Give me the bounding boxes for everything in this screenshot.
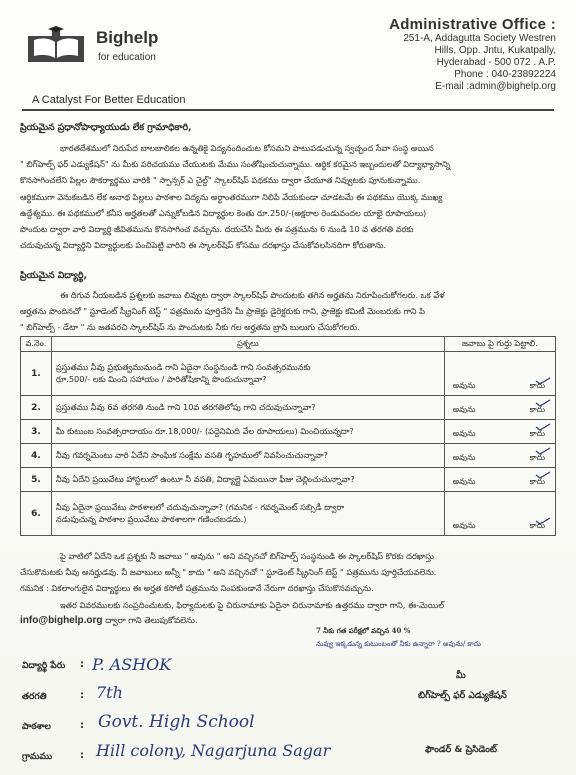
table-row xyxy=(21,492,556,536)
paragraph-footer xyxy=(20,548,552,613)
answer-yes[interactable]: అవును xyxy=(452,429,476,438)
text-line: పొందుట ద్వారా వారి విద్యార్థి జీవితమును కొనసాగించ వచ్చును. దయచేసి మీరు ఈ పత్రమును 6 నుండి 10 వ తరగతి వరకు xyxy=(20,224,414,235)
field-label-school: పాఠశాల xyxy=(22,722,51,732)
table-row xyxy=(21,444,556,468)
question-text: ప్రస్తుతము నీవు ప్రభుత్వమునుండి గాని ఏదైనా సంస్థనుండి గాని సంవత్సరమునకు xyxy=(55,361,311,372)
text-line: పై వాటిలో ఏదేని ఒక ప్రశ్నకు నీ జవాబు " అవును " అని వచ్చినచో బిగ్‌హెల్ప్ సంస్థనుండి ఈ స్కాలర్‌షిప్ కొరకు దరఖాస్తు xyxy=(60,551,434,561)
question-cell xyxy=(51,468,444,492)
table-row xyxy=(21,420,556,444)
text-line: గమనిక : వికలాంగులైన విద్యార్థులు ఈ అర్హత కసోటీ పత్రమును నింపకుండానే నేరుగా దరఖాస్తు చేసుకొనవచ్చును. xyxy=(20,583,374,594)
text-line: " బిగ్‌హెల్ప్ - డేటా " ను జతపరచి స్కాలర్‌షిప్ ను పొందుటకు నీకు గల అర్హతను బ్రాసి బులుగు చేసుకోగలరు. xyxy=(20,322,360,333)
question-text: మీ కుటుంబ సంవత్సరాదాయం రూ.18,000/- (పద్దెనిమిది వేల రూపాయలు) మించియున్నదా? xyxy=(55,425,354,436)
office-line: Hyderabad - 500 072 . A.P. xyxy=(436,57,556,68)
answer-cell[interactable] xyxy=(444,468,555,492)
answer-yes[interactable]: అవును xyxy=(452,381,476,390)
answer-cell[interactable] xyxy=(444,352,555,396)
field-value-class[interactable]: 7th xyxy=(96,683,123,702)
paragraph-intro xyxy=(20,140,552,253)
salutation-student: ప్రియమైన విద్యార్థి, xyxy=(20,270,87,281)
row-number: 6. xyxy=(21,492,52,536)
field-value-school[interactable]: Govt. High School xyxy=(98,712,255,732)
answer-no[interactable]: కాదు xyxy=(529,477,545,486)
signature-line: మీ xyxy=(456,670,466,681)
question-cell xyxy=(51,396,444,420)
row-number: 3. xyxy=(21,420,52,444)
text-line: చదువుచున్న విద్యార్థిని విద్యార్థులకు పంచిపెట్టి వారిని ఈ స్కాలర్‌షిప్ కోసము దరఖాస్తు చేసుకోవలసినదిగా కోరుతాను. xyxy=(20,240,387,251)
text-line: చేసుకొనుటకు నీవు అనర్హుడవు. నీ జవాబులు అన్నీ " కాదు " అని వచ్చినచో " స్టూడెంట్ స్క్రీనింగ్ టెస్ట్ " పత్రమును పూర్తిచేయవలెను. xyxy=(20,567,437,578)
question-text: నీవు గవర్నమెంటు వారి ఏదేని సాంఘిక సంక్షేమ వసతి గృహములో నివసించుచున్నావా? xyxy=(55,449,328,460)
checkmark-icon xyxy=(535,399,551,407)
answer-no[interactable]: కాదు xyxy=(529,453,545,462)
col-header-questions: ప్రశ్నలు xyxy=(51,337,444,352)
office-title: Administrative Office : xyxy=(389,16,556,33)
question-text: నీవు ఏదేని ప్రయివేటు హాస్టలులో ఉంటూ నీ వసతి, విద్యాల్లై ఏమయినా ఫీజు చెల్లించుచున్నావా? xyxy=(55,473,355,484)
question-text: నడుపుచున్న పాఠశాల ప్రయివేటు పాఠశాలగా గణించబడదు.) xyxy=(55,513,247,524)
question-text: నీవు ఏదైనా ప్రయివేటు పాఠశాలలో చదువుచున్నావా? (గమనిక - గవర్నమెంట్ సబ్సిడీ ద్వారా xyxy=(55,501,345,512)
checkmark-icon xyxy=(535,517,551,525)
field-label-name: విద్యార్థి పేరు xyxy=(22,661,66,671)
answer-no[interactable]: కాదు xyxy=(529,381,545,390)
question-cell xyxy=(51,444,444,468)
question-text: రూ.500/- లకు మించి సహాయం / పారితోషికాన్ని పొందుచున్నావా? xyxy=(55,373,267,384)
question-cell xyxy=(51,492,444,536)
handwritten-note: 7 నీకు గత పరీక్షలో వచ్చిన 40 % xyxy=(316,626,411,635)
office-line: 251-A, Addagutta Society Westren xyxy=(403,33,556,44)
eligibility-table xyxy=(20,336,556,536)
text-line: ఆర్థికముగా వెనుకబడిన లేక అనాథ పిల్లలు పాఠశాల విద్యను అర్థాంతరముగా నిలిపి వేయకుండా చూడటమే ఈ పథకము యొక్క ముఖ్య xyxy=(20,191,443,202)
text-line: భారతదేశములో నిరుపేద బాలబాలికల ఉన్నతికై విద్యనందించుట కోసమని పాటుపడుచున్న స్వచ్ఛంద సేవా సంస్థ అయిన xyxy=(60,143,434,153)
row-number: 5. xyxy=(21,468,52,492)
contact-line xyxy=(20,612,198,629)
answer-yes[interactable]: అవును xyxy=(452,521,476,530)
text-line: ఈ దిగువ నీయబడిన ప్రశ్నలకు జవాబు లివ్వుట ద్వారా స్కాలర్‌షిప్ పొందుటకు తగిన అర్హతను నిరూపించుకోగలరు. ఒక వేళ xyxy=(60,290,445,300)
colon: : xyxy=(80,720,84,731)
office-line: Hills, Opp. Jntu, Kukatpally, xyxy=(434,45,556,56)
contact-email[interactable]: info@bighelp.org xyxy=(20,615,103,626)
colon: : xyxy=(80,690,84,701)
answer-cell[interactable] xyxy=(444,396,555,420)
checkmark-icon xyxy=(535,447,551,455)
text-line: కొనసాగించలేని పిల్లల సౌకర్యార్థము వారికి " స్పాన్సర్ ఎ చైల్డ్" స్కాలర్‌షిప్ పథకము ద్వారా చేయూత నివ్వుటకు పూనుకున్నాము. xyxy=(20,175,421,186)
handwritten-note: నువ్వు ఇక్కడున్న కుటుంబంతో నీకు ఉన్నారా ? అవును/ కాదు xyxy=(316,640,481,648)
text-line: " బిగ్‌హెల్ప్ ఫర్ ఎడ్యుకేషన్" ను మీకు పరిచయము చేయుటకు మేము సంతోషించుచున్నాము. ఆర్థిక కరమైన ఇబ్బందులతో విద్యాభ్యాసాన్ని xyxy=(20,159,451,170)
table-header-row xyxy=(21,337,556,352)
answer-cell[interactable] xyxy=(444,492,555,536)
signature-title: ఫౌండర్ & ప్రెసిడెంట్ xyxy=(425,744,497,755)
answer-yes[interactable]: అవును xyxy=(452,477,476,486)
field-value-name[interactable]: P. ASHOK xyxy=(92,655,172,674)
field-value-village[interactable]: Hill colony, Nagarjuna Sagar xyxy=(96,741,331,760)
question-cell xyxy=(51,352,444,396)
question-text: ప్రస్తుతము నీవు 6వ తరగతి నుండి గాని 10వ తరగతిలోపు గాని చదువుచున్నావా? xyxy=(55,401,316,412)
question-cell xyxy=(51,420,444,444)
office-address xyxy=(389,16,556,93)
office-email: E-mail :admin@bighelp.org xyxy=(435,81,556,92)
checkmark-icon xyxy=(535,471,551,479)
signature-org: బిగ్‌హెల్ప్ ఫర్ ఎడ్యుకేషన్ xyxy=(418,690,507,701)
text-line: ఇతర వివరములకు సంప్రదించుటకు, ఫిర్యాదులకు పై చిరునామాకు ఏదైనా చిరునామాకు ఉత్తరము ద్వారా గాని, ఈ-మెయిల్ xyxy=(60,599,445,610)
table-row xyxy=(21,396,556,420)
office-phone: Phone : 040-23892224 xyxy=(454,69,556,80)
table-row xyxy=(21,468,556,492)
answer-no[interactable]: కాదు xyxy=(529,405,545,414)
answer-cell[interactable] xyxy=(444,420,555,444)
answer-yes[interactable]: అవును xyxy=(452,405,476,414)
header-divider xyxy=(22,109,554,111)
answer-cell[interactable] xyxy=(444,444,555,468)
row-number: 4. xyxy=(21,444,52,468)
checkmark-icon xyxy=(535,377,551,385)
row-number: 1. xyxy=(21,352,52,396)
row-number: 2. xyxy=(21,396,52,420)
answer-no[interactable]: కాదు xyxy=(529,521,545,530)
text-line: అర్హతను పొందినచో " స్టూడెంట్ స్క్రీనింగ్ టెస్ట్ " పత్రమును పూర్తిచేసి మీ ప్రాజెక్టు డైరెక్టరుకు గాని, ప్రాజెక్టు కమిటీ మెంబరుకు గాని పి xyxy=(20,306,425,317)
field-label-village: గ్రామము xyxy=(22,752,53,762)
answer-yes[interactable]: అవును xyxy=(452,453,476,462)
colon: : xyxy=(80,750,84,761)
checkmark-icon xyxy=(535,423,551,431)
tagline: A Catalyst For Better Education xyxy=(32,94,186,106)
brand-subtitle: for education xyxy=(98,52,156,63)
paragraph-student xyxy=(20,287,552,336)
field-label-class: తరగతి xyxy=(22,692,47,702)
col-header-number: వ.నెం. xyxy=(21,337,52,352)
bighelp-logo-icon xyxy=(26,26,86,64)
colon: : xyxy=(80,659,84,670)
col-header-answer: జవాబు పై గుర్తు పెట్టాలి. xyxy=(444,337,555,352)
contact-text: ద్వారా గాని తెలుపుకోవలెను. xyxy=(105,615,198,625)
salutation-headmaster: ప్రియమైన ప్రధానోపాధ్యాయుడు లేక గ్రామాధికారి, xyxy=(20,122,192,133)
text-line: ఉద్దేశ్యము. ఈ పథకములో కనీస అర్హతలతో ఎన్నుకోబడిన విద్యార్థుల కెంతు రూ.250/-(అక్షరాల రెండువందల యాభై రూపాయలు) xyxy=(20,207,427,218)
brand-name: Bighelp xyxy=(96,28,159,47)
answer-no[interactable]: కాదు xyxy=(529,429,545,438)
table-row xyxy=(21,352,556,396)
